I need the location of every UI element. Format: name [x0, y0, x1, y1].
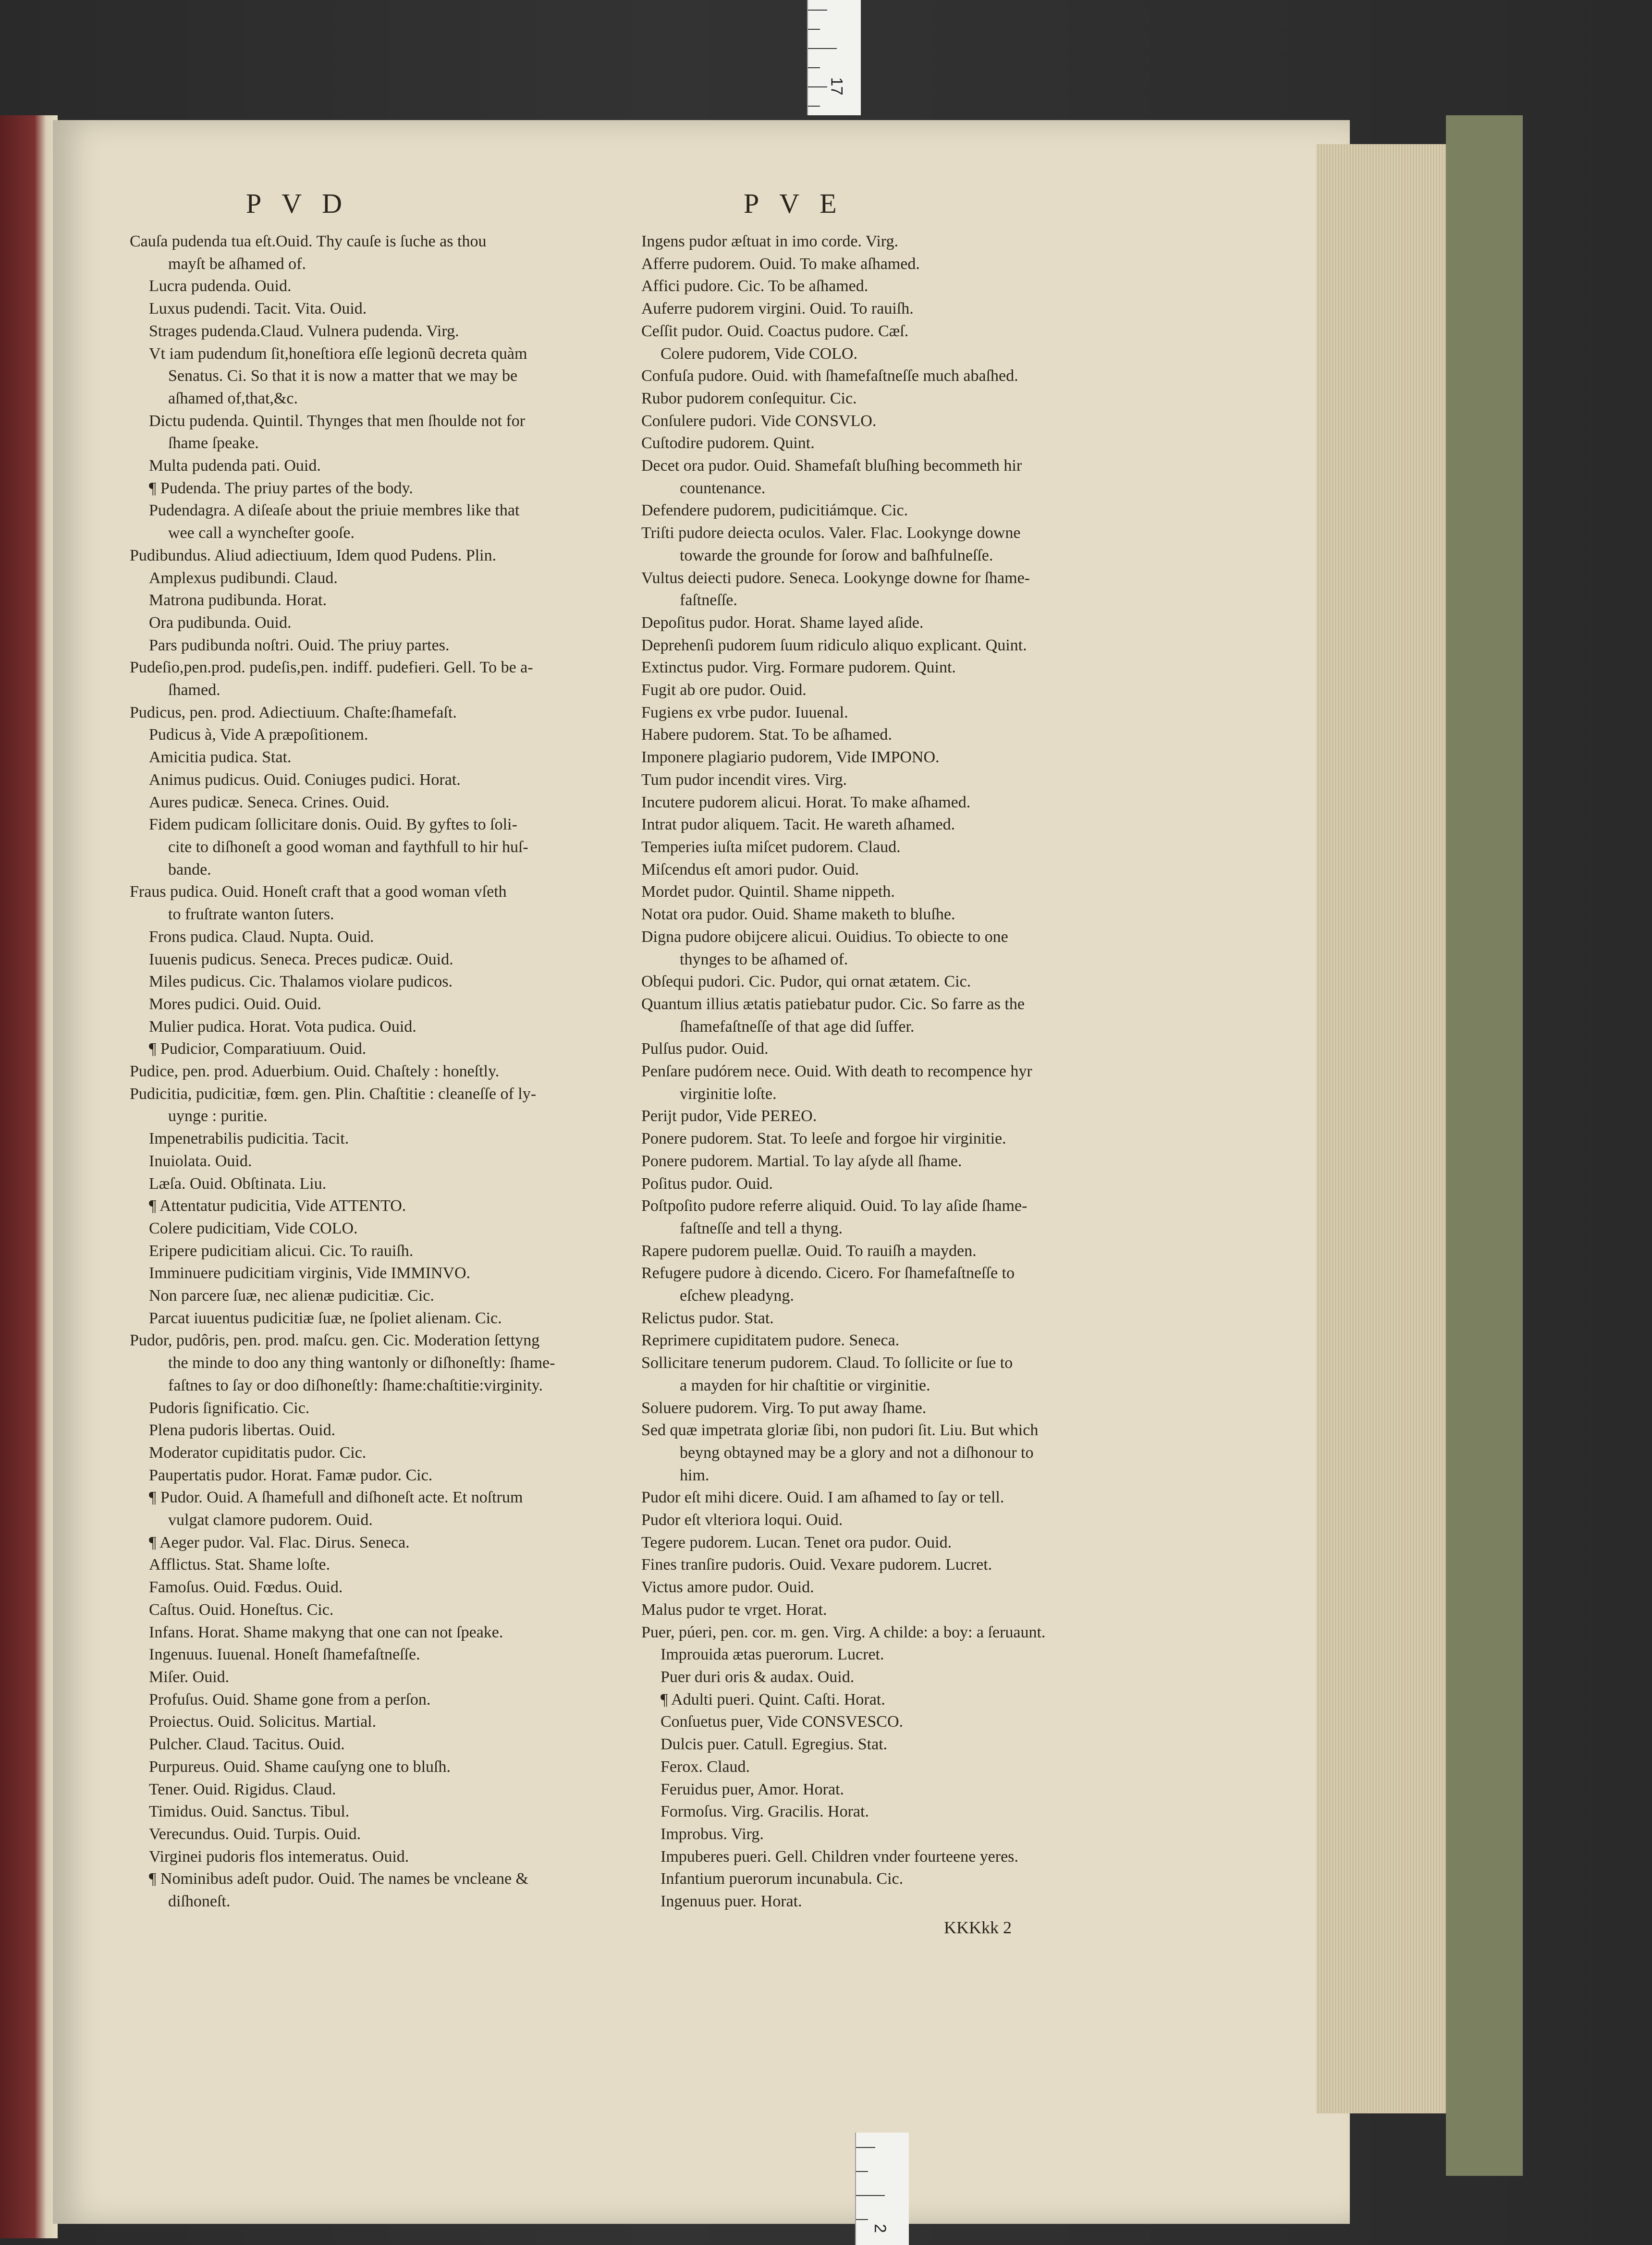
entry-line: Habere pudorem. Stat. To be aſhamed. [641, 726, 892, 744]
entry-line: Ingenuus. Iuuenal. Honeſt ſhamefaſtneſſe. [149, 1646, 420, 1664]
entry-line: Fraus pudica. Ouid. Honeſt craft that a good woman vſeth [130, 883, 507, 901]
entry-line: Ferox. Claud. [661, 1757, 750, 1776]
entry-line: Decet ora pudor. Ouid. Shamefaſt bluſhing becommeth hir [641, 457, 1022, 475]
page-block-edge [1316, 144, 1463, 2113]
entry-line: diſhoneſt. [168, 1892, 231, 1911]
entry-line: Conſulere pudori. Vide CONSVLO. [641, 412, 877, 430]
entry-line: Pudibundus. Aliud adiectiuum, Idem quod Pudens. Plin. [130, 546, 497, 564]
entry-line: faſtneſſe and tell a thyng. [680, 1219, 843, 1237]
entry-line: ¶ Pudicior, Comparatiuum. Ouid. [149, 1040, 367, 1058]
entry-line: a mayden for hir chaſtitie or virginitie. [680, 1376, 930, 1394]
ruler-label: 2 [870, 2224, 889, 2233]
entry-line: Pars pudibunda noſtri. Ouid. The priuy partes. [149, 636, 450, 654]
entry-line: Senatus. Ci. So that it is now a matter that we may be [168, 367, 518, 385]
scale-ruler-bottom [855, 2133, 909, 2245]
entry-line: Fidem pudicam ſollicitare donis. Ouid. By gyftes to ſoli- [149, 816, 517, 834]
entry-line: Verecundus. Ouid. Turpis. Ouid. [149, 1825, 361, 1843]
running-head-right: PVE [744, 188, 857, 219]
entry-line: Proiectus. Ouid. Solicitus. Martial. [149, 1713, 377, 1731]
entry-line: Animus pudicus. Ouid. Coniuges pudici. Horat. [149, 770, 461, 789]
entry-line: Improbus. Virg. [661, 1825, 764, 1843]
entry-line: wee call a wyncheſter gooſe. [168, 524, 355, 542]
entry-line: ſhame ſpeake. [168, 434, 259, 452]
entry-line: Pudor eſt vlteriora loqui. Ouid. [641, 1511, 843, 1529]
entry-line: beyng obtayned may be a glory and not a diſhonour to [680, 1443, 1034, 1462]
entry-line: virginitie loſte. [680, 1085, 777, 1103]
entry-line: Poſtpoſito pudore referre aliquid. Ouid. To lay aſide ſhame- [641, 1197, 1028, 1215]
entry-line: Frons pudica. Claud. Nupta. Ouid. [149, 927, 374, 946]
entry-line: faſtnes to ſay or doo diſhoneſtly: ſhame:chaſtitie:virginity. [168, 1376, 543, 1394]
entry-line: Cauſa pudenda tua eſt.Ouid. Thy cauſe is ſuche as thou [130, 232, 487, 250]
entry-line: uynge : puritie. [168, 1107, 268, 1125]
entry-line: Pudice, pen. prod. Aduerbium. Ouid. Chaſtely : honeſtly. [130, 1062, 500, 1081]
entry-line: Poſitus pudor. Ouid. [641, 1174, 773, 1193]
entry-line: Eripere pudicitiam alicui. Cic. To rauiſh. [149, 1242, 414, 1260]
entry-line: Luxus pudendi. Tacit. Vita. Ouid. [149, 300, 367, 318]
entry-line: Defendere pudorem, pudicitiámque. Cic. [641, 501, 908, 520]
entry-line: Pudor eſt mihi dicere. Ouid. I am aſhamed to ſay or tell. [641, 1489, 1004, 1507]
entry-line: Colere pudicitiam, Vide COLO. [149, 1219, 358, 1237]
entry-line: Pudeſio,pen.prod. pudeſis,pen. indiff. pudefieri. Gell. To be a- [130, 659, 533, 677]
entry-line: Triſti pudore deiecta oculos. Valer. Flac. Lookynge downe [641, 524, 1021, 542]
entry-line: Ponere pudorem. Stat. To leeſe and forgoe hir virginitie. [641, 1130, 1006, 1148]
entry-line: countenance. [680, 479, 766, 497]
running-head-left: PVD [246, 188, 363, 219]
entry-line: mayſt be aſhamed of. [168, 255, 306, 273]
entry-line: Profuſus. Ouid. Shame gone from a perſon. [149, 1690, 431, 1708]
facing-page-edge [0, 115, 58, 2238]
entry-line: Puer, púeri, pen. cor. m. gen. Virg. A childe: a boy: a ſeruaunt. [641, 1623, 1046, 1641]
entry-line: ¶ Nominibus adeſt pudor. Ouid. The names be vncleane & [149, 1870, 529, 1888]
entry-line: Læſa. Ouid. Obſtinata. Liu. [149, 1174, 327, 1193]
entry-line: ſhamed. [168, 681, 220, 699]
scale-ruler-top [807, 0, 861, 115]
entry-line: Pulcher. Claud. Tacitus. Ouid. [149, 1735, 345, 1754]
entry-line: Pudicus, pen. prod. Adiectiuum. Chaſte:ſhamefaſt. [130, 703, 457, 721]
entry-line: Moderator cupiditatis pudor. Cic. [149, 1443, 367, 1462]
entry-line: Relictus pudor. Stat. [641, 1309, 774, 1327]
entry-line: Tegere pudorem. Lucan. Tenet ora pudor. Ouid. [641, 1533, 952, 1551]
entry-line: Afflictus. Stat. Shame loſte. [149, 1556, 330, 1574]
entry-line: faſtneſſe. [680, 591, 737, 610]
entry-line: Penſare pudórem nece. Ouid. With death to recompence hyr [641, 1062, 1032, 1081]
entry-line: aſhamed of,that,&c. [168, 389, 298, 407]
entry-line: Paupertatis pudor. Horat. Famæ pudor. Cic. [149, 1466, 433, 1484]
entry-line: Temperies iuſta miſcet pudorem. Claud. [641, 838, 901, 856]
entry-line: Fugit ab ore pudor. Ouid. [641, 681, 807, 699]
entry-line: Timidus. Ouid. Sanctus. Tibul. [149, 1803, 350, 1821]
entry-line: Depoſitus pudor. Horat. Shame layed aſide. [641, 613, 924, 632]
entry-line: Inuiolata. Ouid. [149, 1152, 252, 1170]
entry-line: Impuberes pueri. Gell. Children vnder fourteene yeres. [661, 1847, 1018, 1866]
entry-line: Incutere pudorem alicui. Horat. To make aſhamed. [641, 793, 971, 811]
entry-line: Tener. Ouid. Rigidus. Claud. [149, 1780, 336, 1798]
entry-line: Mulier pudica. Horat. Vota pudica. Ouid. [149, 1017, 416, 1036]
entry-line: Pudoris ſignificatio. Cic. [149, 1399, 310, 1417]
entry-line: Parcat iuuentus pudicitiæ ſuæ, ne ſpoliet alienam. Cic. [149, 1309, 502, 1327]
entry-line: Dulcis puer. Catull. Egregius. Stat. [661, 1735, 888, 1754]
entry-line: Miſcendus eſt amori pudor. Ouid. [641, 860, 859, 878]
entry-line: cite to diſhoneſt a good woman and faythfull to hir huſ- [168, 838, 528, 856]
ruler-label: 17 [827, 77, 846, 96]
entry-line: Impenetrabilis pudicitia. Tacit. [149, 1130, 349, 1148]
entry-line: Imminuere pudicitiam virginis, Vide IMMINVO. [149, 1264, 471, 1282]
entry-line: to fruſtrate wanton ſuters. [168, 905, 334, 924]
entry-line: Sed quæ impetrata gloriæ ſibi, non pudori ſit. Liu. But which [641, 1421, 1039, 1440]
entry-line: Strages pudenda.Claud. Vulnera pudenda. Virg. [149, 322, 459, 340]
entry-line: thynges to be aſhamed of. [680, 950, 848, 968]
entry-line: Feruidus puer, Amor. Horat. [661, 1780, 844, 1798]
entry-line: Ingenuus puer. Horat. [661, 1892, 802, 1911]
entry-line: Mores pudici. Ouid. Ouid. [149, 995, 321, 1013]
entry-line: Affici pudore. Cic. To be aſhamed. [641, 277, 869, 295]
entry-line: Puer duri oris & audax. Ouid. [661, 1668, 855, 1686]
entry-line: Lucra pudenda. Ouid. [149, 277, 292, 295]
entry-line: Refugere pudore à dicendo. Cicero. For ſhamefaſtneſſe to [641, 1264, 1015, 1282]
entry-line: Deprehenſi pudorem ſuum ridiculo aliquo explicant. Quint. [641, 636, 1027, 654]
entry-line: ſhamefaſtneſſe of that age did ſuffer. [680, 1017, 915, 1036]
entry-line: ¶ Adulti pueri. Quint. Caſti. Horat. [661, 1690, 885, 1708]
entry-line: Imponere plagiario pudorem, Vide IMPONO. [641, 748, 940, 767]
entry-line: Sollicitare tenerum pudorem. Claud. To ſollicite or ſue to [641, 1354, 1013, 1372]
entry-line: Vultus deiecti pudore. Seneca. Lookynge downe for ſhame- [641, 569, 1030, 587]
entry-line: Perijt pudor, Vide PEREO. [641, 1107, 817, 1125]
entry-line: Rubor pudorem conſequitur. Cic. [641, 389, 857, 407]
entry-line: Plena pudoris libertas. Ouid. [149, 1421, 336, 1440]
entry-line: Pudendagra. A diſeaſe about the priuie membres like that [149, 501, 520, 520]
entry-line: Fugiens ex vrbe pudor. Iuuenal. [641, 703, 848, 721]
entry-line: Dictu pudenda. Quintil. Thynges that men ſhoulde not for [149, 412, 526, 430]
entry-line: Ceſſit pudor. Ouid. Coactus pudore. Cæſ. [641, 322, 909, 340]
entry-line: Malus pudor te vrget. Horat. [641, 1600, 827, 1619]
entry-line: Notat ora pudor. Ouid. Shame maketh to bluſhe. [641, 905, 955, 924]
entry-line: Amplexus pudibundi. Claud. [149, 569, 338, 587]
entry-line: Virginei pudoris flos intemeratus. Ouid. [149, 1847, 409, 1866]
entry-line: Non parcere ſuæ, nec alienæ pudicitiæ. Cic. [149, 1287, 434, 1305]
entry-line: him. [680, 1466, 710, 1484]
entry-line: vulgat clamore pudorem. Ouid. [168, 1511, 373, 1529]
entry-line: Digna pudore obijcere alicui. Ouidius. To obiecte to one [641, 927, 1008, 946]
entry-line: Confuſa pudore. Ouid. with ſhamefaſtneſſe much abaſhed. [641, 367, 1018, 385]
entry-line: Rapere pudorem puellæ. Ouid. To rauiſh a mayden. [641, 1242, 977, 1260]
entry-line: Cuſtodire pudorem. Quint. [641, 434, 815, 452]
entry-line: Matrona pudibunda. Horat. [149, 591, 327, 610]
entry-line: towarde the grounde for ſorow and baſhfulneſſe. [680, 546, 993, 564]
entry-line: Pudicus à, Vide A præpoſitionem. [149, 726, 368, 744]
left-column [130, 231, 624, 1913]
entry-line: ¶ Pudor. Ouid. A ſhamefull and diſhoneſt acte. Et noſtrum [149, 1489, 523, 1507]
entry-line: Mordet pudor. Quintil. Shame nippeth. [641, 883, 895, 901]
entry-line: Obſequi pudori. Cic. Pudor, qui ornat ætatem. Cic. [641, 973, 971, 991]
entry-line: Caſtus. Ouid. Honeſtus. Cic. [149, 1600, 334, 1619]
entry-line: Tum pudor incendit vires. Virg. [641, 770, 847, 789]
book-cover [1446, 115, 1523, 2176]
entry-line: Ingens pudor æſtuat in imo corde. Virg. [641, 232, 898, 250]
entry-line: ¶ Aeger pudor. Val. Flac. Dirus. Seneca. [149, 1533, 410, 1551]
entry-line: Victus amore pudor. Ouid. [641, 1578, 814, 1597]
entry-line: Miſer. Ouid. [149, 1668, 230, 1686]
entry-line: Ora pudibunda. Ouid. [149, 613, 292, 632]
entry-line: ¶ Attentatur pudicitia, Vide ATTENTO. [149, 1197, 406, 1215]
entry-line: bande. [168, 860, 211, 878]
signature-mark: KKKkk 2 [944, 1918, 1012, 1937]
entry-line: Multa pudenda pati. Ouid. [149, 457, 321, 475]
entry-line: Fines tranſire pudoris. Ouid. Vexare pudorem. Lucret. [641, 1556, 992, 1574]
entry-line: eſchew pleadyng. [680, 1287, 794, 1305]
entry-line: Formoſus. Virg. Gracilis. Horat. [661, 1803, 869, 1821]
entry-line: Miles pudicus. Cic. Thalamos violare pudicos. [149, 973, 453, 991]
entry-line: Conſuetus puer, Vide CONSVESCO. [661, 1713, 904, 1731]
right-column [641, 231, 1141, 1913]
entry-line: Quantum illius ætatis patiebatur pudor. Cic. So farre as the [641, 995, 1025, 1013]
entry-line: Purpureus. Ouid. Shame cauſyng one to bluſh. [149, 1757, 451, 1776]
entry-line: ¶ Pudenda. The priuy partes of the body. [149, 479, 413, 497]
entry-line: Pulſus pudor. Ouid. [641, 1040, 769, 1058]
entry-line: Auferre pudorem virgini. Ouid. To rauiſh. [641, 300, 914, 318]
entry-line: Extinctus pudor. Virg. Formare pudorem. Quint. [641, 659, 956, 677]
entry-line: Aures pudicæ. Seneca. Crines. Ouid. [149, 793, 390, 811]
entry-line: Vt iam pudendum ſit,honeſtiora eſſe legionũ decreta quàm [149, 344, 527, 363]
entry-line: Ponere pudorem. Martial. To lay aſyde all ſhame. [641, 1152, 962, 1170]
entry-line: Intrat pudor aliquem. Tacit. He wareth aſhamed. [641, 816, 955, 834]
entry-line: Infantium puerorum incunabula. Cic. [661, 1870, 904, 1888]
entry-line: Famoſus. Ouid. Fœdus. Ouid. [149, 1578, 343, 1597]
entry-line: Infans. Horat. Shame makyng that one can not ſpeake. [149, 1623, 503, 1641]
entry-line: Afferre pudorem. Ouid. To make aſhamed. [641, 255, 920, 273]
entry-line: the minde to doo any thing wantonly or diſhoneſtly: ſhame- [168, 1354, 555, 1372]
entry-line: Colere pudorem, Vide COLO. [661, 344, 857, 363]
entry-line: Pudicitia, pudicitiæ, fœm. gen. Plin. Chaſtitie : cleaneſſe of ly- [130, 1085, 537, 1103]
entry-line: Pudor, pudôris, pen. prod. maſcu. gen. Cic. Moderation ſettyng [130, 1331, 540, 1350]
entry-line: Improuida ætas puerorum. Lucret. [661, 1646, 884, 1664]
entry-line: Amicitia pudica. Stat. [149, 748, 292, 767]
entry-line: Reprimere cupiditatem pudore. Seneca. [641, 1331, 900, 1350]
entry-line: Soluere pudorem. Virg. To put away ſhame. [641, 1399, 927, 1417]
entry-line: Iuuenis pudicus. Seneca. Preces pudicæ. Ouid. [149, 950, 453, 968]
